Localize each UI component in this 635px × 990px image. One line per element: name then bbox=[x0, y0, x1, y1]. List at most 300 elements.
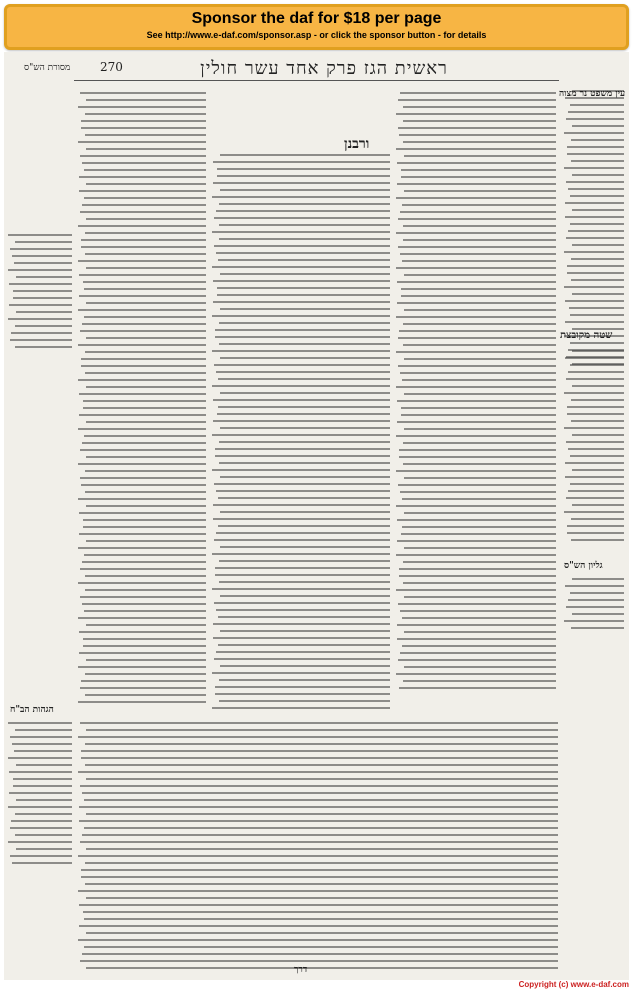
text-line bbox=[85, 673, 206, 675]
text-line bbox=[12, 255, 72, 257]
text-line bbox=[565, 321, 624, 323]
text-line bbox=[213, 637, 390, 639]
text-line bbox=[396, 148, 556, 150]
text-line bbox=[396, 197, 556, 199]
text-line bbox=[84, 918, 558, 920]
text-line bbox=[566, 378, 624, 380]
text-line bbox=[81, 365, 206, 367]
text-line bbox=[212, 707, 390, 709]
text-line bbox=[14, 262, 72, 264]
text-line bbox=[218, 497, 390, 499]
text-line bbox=[572, 244, 624, 246]
text-line bbox=[9, 304, 72, 306]
text-line bbox=[570, 455, 624, 457]
text-line bbox=[81, 239, 206, 241]
text-line bbox=[8, 318, 72, 320]
text-line bbox=[212, 434, 390, 436]
text-line bbox=[219, 581, 390, 583]
text-line bbox=[10, 827, 72, 829]
text-line bbox=[8, 841, 72, 843]
text-line bbox=[212, 196, 390, 198]
text-line bbox=[85, 694, 206, 696]
text-line bbox=[85, 575, 206, 577]
text-line bbox=[16, 848, 72, 850]
text-line bbox=[8, 806, 72, 808]
text-line bbox=[83, 645, 206, 647]
text-line bbox=[216, 371, 390, 373]
text-line bbox=[396, 386, 556, 388]
text-line bbox=[397, 519, 556, 521]
text-line bbox=[8, 722, 72, 724]
text-line bbox=[218, 378, 390, 380]
text-line bbox=[16, 276, 72, 278]
text-line bbox=[402, 526, 556, 528]
text-line bbox=[85, 113, 206, 115]
text-line bbox=[564, 251, 624, 253]
text-line bbox=[78, 939, 558, 941]
text-line bbox=[216, 490, 390, 492]
text-line bbox=[398, 659, 556, 661]
opening-word: ורבנן bbox=[344, 136, 370, 152]
text-line bbox=[400, 372, 556, 374]
text-line bbox=[564, 620, 624, 622]
text-line bbox=[220, 357, 390, 359]
text-line bbox=[78, 890, 558, 892]
text-line bbox=[15, 241, 72, 243]
text-line bbox=[403, 344, 556, 346]
text-line bbox=[83, 400, 206, 402]
text-line bbox=[216, 651, 390, 653]
text-line bbox=[397, 624, 556, 626]
text-line bbox=[80, 92, 206, 94]
text-line bbox=[403, 225, 556, 227]
text-line bbox=[400, 92, 556, 94]
text-line bbox=[78, 379, 206, 381]
text-line bbox=[219, 224, 390, 226]
text-line bbox=[565, 462, 624, 464]
text-line bbox=[78, 617, 206, 619]
text-line bbox=[404, 190, 556, 192]
text-line bbox=[565, 300, 624, 302]
text-line bbox=[566, 181, 624, 183]
text-line bbox=[218, 259, 390, 261]
text-line bbox=[404, 512, 556, 514]
text-line bbox=[567, 272, 624, 274]
text-line bbox=[567, 265, 624, 267]
text-line bbox=[398, 99, 556, 101]
text-line bbox=[80, 449, 206, 451]
text-line bbox=[213, 518, 390, 520]
text-line bbox=[564, 167, 624, 169]
shita-mekubetzet-text bbox=[564, 348, 624, 548]
lower-commentary bbox=[78, 720, 558, 970]
text-line bbox=[572, 174, 624, 176]
text-line bbox=[571, 518, 624, 520]
text-line bbox=[85, 589, 206, 591]
text-line bbox=[215, 448, 390, 450]
text-line bbox=[397, 183, 556, 185]
text-line bbox=[567, 153, 624, 155]
text-line bbox=[219, 238, 390, 240]
text-line bbox=[404, 393, 556, 395]
text-line bbox=[568, 188, 624, 190]
text-line bbox=[85, 134, 206, 136]
text-line bbox=[81, 869, 558, 871]
text-line bbox=[85, 372, 206, 374]
text-line bbox=[78, 855, 558, 857]
text-line bbox=[85, 470, 206, 472]
text-line bbox=[13, 297, 72, 299]
text-line bbox=[572, 350, 624, 352]
text-line bbox=[86, 337, 206, 339]
text-line bbox=[80, 960, 558, 962]
text-line bbox=[78, 701, 206, 703]
text-line bbox=[8, 757, 72, 759]
text-line bbox=[571, 539, 624, 541]
header-rule bbox=[74, 80, 559, 81]
text-line bbox=[79, 806, 558, 808]
text-line bbox=[12, 743, 72, 745]
text-line bbox=[13, 290, 72, 292]
text-line bbox=[15, 346, 72, 348]
text-line bbox=[215, 329, 390, 331]
text-line bbox=[218, 406, 391, 408]
text-line bbox=[217, 413, 390, 415]
text-line bbox=[571, 160, 624, 162]
text-line bbox=[397, 638, 556, 640]
text-line bbox=[81, 750, 558, 752]
text-line bbox=[400, 652, 556, 654]
text-line bbox=[566, 606, 624, 608]
running-title: ראשית הגז פרק אחד עשר חולין bbox=[200, 58, 448, 79]
text-line bbox=[401, 295, 556, 297]
text-line bbox=[399, 575, 556, 577]
text-line bbox=[86, 183, 206, 185]
text-line bbox=[568, 230, 624, 232]
text-line bbox=[82, 561, 206, 563]
text-line bbox=[83, 526, 206, 528]
text-line bbox=[570, 592, 624, 594]
text-line bbox=[571, 279, 624, 281]
text-line bbox=[85, 862, 558, 864]
text-line bbox=[213, 399, 390, 401]
text-line bbox=[404, 274, 556, 276]
text-line bbox=[220, 546, 390, 548]
text-line bbox=[215, 455, 390, 457]
text-line bbox=[212, 385, 390, 387]
text-line bbox=[86, 778, 558, 780]
text-line bbox=[85, 232, 206, 234]
sponsor-banner[interactable] bbox=[4, 4, 629, 50]
text-line bbox=[79, 925, 558, 927]
text-line bbox=[9, 792, 72, 794]
hagahot-habach-text bbox=[8, 720, 72, 870]
text-line bbox=[396, 589, 556, 591]
text-line bbox=[566, 118, 624, 120]
text-line bbox=[402, 379, 556, 381]
text-line bbox=[219, 343, 390, 345]
text-line bbox=[220, 427, 390, 429]
text-line bbox=[403, 120, 556, 122]
text-line bbox=[81, 358, 206, 360]
text-line bbox=[397, 281, 556, 283]
left-margin-notes bbox=[8, 232, 72, 352]
text-line bbox=[401, 176, 556, 178]
text-line bbox=[215, 693, 390, 695]
text-line bbox=[570, 104, 624, 106]
text-line bbox=[12, 862, 72, 864]
masoret-marker: מסורת הש"ס bbox=[24, 63, 71, 73]
text-line bbox=[13, 778, 72, 780]
text-line bbox=[220, 511, 390, 513]
text-line bbox=[8, 269, 72, 271]
text-line bbox=[84, 197, 206, 199]
text-line bbox=[79, 904, 558, 906]
text-line bbox=[399, 456, 556, 458]
text-line bbox=[83, 911, 558, 913]
text-line bbox=[78, 463, 206, 465]
text-line bbox=[79, 414, 206, 416]
text-line bbox=[398, 127, 556, 129]
text-line bbox=[564, 392, 624, 394]
text-line bbox=[215, 574, 390, 576]
text-line bbox=[399, 449, 556, 451]
text-line bbox=[10, 736, 72, 738]
text-line bbox=[214, 217, 390, 219]
text-line bbox=[217, 168, 390, 170]
text-line bbox=[572, 504, 624, 506]
gilyon-hashas-heading: גליון הש"ס bbox=[564, 561, 603, 571]
text-line bbox=[78, 498, 206, 500]
text-line bbox=[564, 132, 624, 134]
text-line bbox=[13, 785, 72, 787]
text-line bbox=[398, 337, 556, 339]
text-line bbox=[570, 483, 624, 485]
text-line bbox=[82, 162, 206, 164]
text-line bbox=[84, 610, 206, 612]
text-line bbox=[571, 399, 624, 401]
text-line bbox=[568, 111, 624, 113]
rashi-commentary bbox=[396, 90, 556, 690]
text-line bbox=[404, 547, 556, 549]
tosafot-commentary bbox=[78, 90, 206, 710]
text-line bbox=[397, 162, 556, 164]
text-line bbox=[82, 834, 558, 836]
closing-word: דרך bbox=[294, 965, 308, 975]
text-line bbox=[213, 504, 390, 506]
text-line bbox=[396, 673, 556, 675]
text-line bbox=[567, 413, 624, 415]
text-line bbox=[78, 428, 206, 430]
text-line bbox=[81, 120, 206, 122]
text-line bbox=[568, 448, 624, 450]
text-line bbox=[86, 456, 207, 458]
text-line bbox=[80, 785, 558, 787]
sponsor-banner-subtitle[interactable]: See http://www.e-daf.com/sponsor.asp - or click the sponsor button - for details bbox=[146, 30, 487, 40]
text-line bbox=[220, 154, 390, 156]
text-line bbox=[566, 497, 624, 499]
text-line bbox=[86, 729, 558, 731]
text-line bbox=[565, 476, 624, 478]
text-line bbox=[399, 330, 556, 332]
gemara-text bbox=[212, 152, 390, 712]
text-line bbox=[572, 125, 624, 127]
text-line bbox=[78, 771, 558, 773]
text-line bbox=[80, 330, 206, 332]
text-line bbox=[570, 223, 624, 225]
text-line bbox=[80, 687, 206, 689]
text-line bbox=[9, 771, 72, 773]
text-line bbox=[82, 792, 558, 794]
copyright-notice: Copyright (c) www.e-daf.com bbox=[518, 980, 629, 989]
text-line bbox=[567, 146, 624, 148]
text-line bbox=[403, 106, 556, 108]
sponsor-banner-title: Sponsor the daf for $18 per page bbox=[191, 10, 442, 27]
text-line bbox=[219, 560, 390, 562]
text-line bbox=[396, 316, 556, 318]
text-line bbox=[14, 750, 72, 752]
text-line bbox=[81, 680, 206, 682]
text-line bbox=[84, 799, 558, 801]
text-line bbox=[213, 623, 390, 625]
text-line bbox=[16, 764, 72, 766]
text-line bbox=[213, 420, 390, 422]
text-line bbox=[398, 484, 556, 486]
text-line bbox=[568, 490, 624, 492]
text-line bbox=[220, 308, 390, 310]
text-line bbox=[214, 483, 390, 485]
text-line bbox=[79, 190, 206, 192]
text-line bbox=[11, 820, 72, 822]
text-line bbox=[219, 441, 390, 443]
text-line bbox=[78, 225, 206, 227]
text-line bbox=[84, 554, 206, 556]
text-line bbox=[396, 435, 556, 437]
text-line bbox=[79, 820, 558, 822]
text-line bbox=[16, 799, 72, 801]
text-line bbox=[403, 582, 556, 584]
text-line bbox=[85, 764, 558, 766]
text-line bbox=[218, 616, 390, 618]
text-line bbox=[571, 627, 624, 629]
text-line bbox=[80, 722, 558, 724]
text-line bbox=[572, 578, 624, 580]
text-line bbox=[214, 658, 390, 660]
text-line bbox=[568, 599, 624, 601]
text-line bbox=[78, 666, 206, 668]
text-line bbox=[399, 134, 556, 136]
text-line bbox=[214, 364, 390, 366]
text-line bbox=[79, 631, 206, 633]
text-line bbox=[565, 357, 624, 359]
text-line bbox=[215, 567, 390, 569]
text-line bbox=[15, 325, 72, 327]
text-line bbox=[572, 293, 624, 295]
text-line bbox=[78, 141, 206, 143]
text-line bbox=[86, 967, 558, 969]
text-line bbox=[213, 161, 390, 163]
text-line bbox=[402, 204, 556, 206]
text-line bbox=[212, 315, 390, 317]
text-line bbox=[84, 316, 206, 318]
text-line bbox=[396, 113, 556, 115]
text-line bbox=[78, 309, 206, 311]
text-line bbox=[565, 585, 624, 587]
text-line bbox=[570, 342, 624, 344]
text-line bbox=[84, 946, 558, 948]
text-line bbox=[214, 245, 390, 247]
text-line bbox=[220, 665, 390, 667]
text-line bbox=[398, 603, 556, 605]
text-line bbox=[404, 596, 556, 598]
text-line bbox=[81, 246, 206, 248]
text-line bbox=[401, 407, 556, 409]
text-line bbox=[79, 274, 206, 276]
text-line bbox=[396, 267, 556, 269]
text-line bbox=[564, 511, 624, 513]
text-line bbox=[402, 498, 556, 500]
text-line bbox=[217, 294, 390, 296]
text-line bbox=[403, 680, 556, 682]
text-line bbox=[566, 237, 624, 239]
text-line bbox=[572, 469, 624, 471]
text-line bbox=[396, 232, 556, 234]
text-line bbox=[565, 216, 624, 218]
text-line bbox=[86, 386, 206, 388]
text-line bbox=[216, 252, 390, 254]
text-line bbox=[397, 400, 556, 402]
text-line bbox=[213, 182, 390, 184]
text-line bbox=[218, 644, 390, 646]
text-line bbox=[572, 613, 624, 615]
text-line bbox=[85, 883, 558, 885]
text-line bbox=[85, 351, 206, 353]
text-line bbox=[214, 602, 390, 604]
text-line bbox=[220, 630, 390, 632]
text-line bbox=[15, 729, 72, 731]
text-line bbox=[86, 932, 558, 934]
text-line bbox=[396, 505, 556, 507]
text-line bbox=[86, 659, 206, 661]
text-line bbox=[82, 323, 206, 325]
text-line bbox=[80, 841, 558, 843]
gilyon-hashas-text bbox=[564, 576, 624, 636]
text-line bbox=[80, 155, 206, 157]
text-line bbox=[83, 638, 206, 640]
text-line bbox=[567, 525, 624, 527]
text-line bbox=[86, 148, 206, 150]
text-line bbox=[398, 246, 556, 248]
text-line bbox=[404, 477, 556, 479]
text-line bbox=[86, 848, 558, 850]
text-line bbox=[81, 484, 206, 486]
text-line bbox=[78, 344, 206, 346]
text-line bbox=[401, 533, 556, 535]
text-line bbox=[572, 209, 624, 211]
text-line bbox=[404, 631, 556, 633]
text-line bbox=[81, 127, 206, 129]
text-line bbox=[403, 442, 556, 444]
text-line bbox=[219, 203, 391, 205]
text-line bbox=[400, 253, 556, 255]
text-line bbox=[86, 99, 206, 101]
text-line bbox=[220, 392, 390, 394]
text-line bbox=[570, 364, 624, 366]
text-line bbox=[86, 218, 206, 220]
text-line bbox=[403, 463, 556, 465]
text-line bbox=[400, 211, 556, 213]
text-line bbox=[571, 258, 624, 260]
